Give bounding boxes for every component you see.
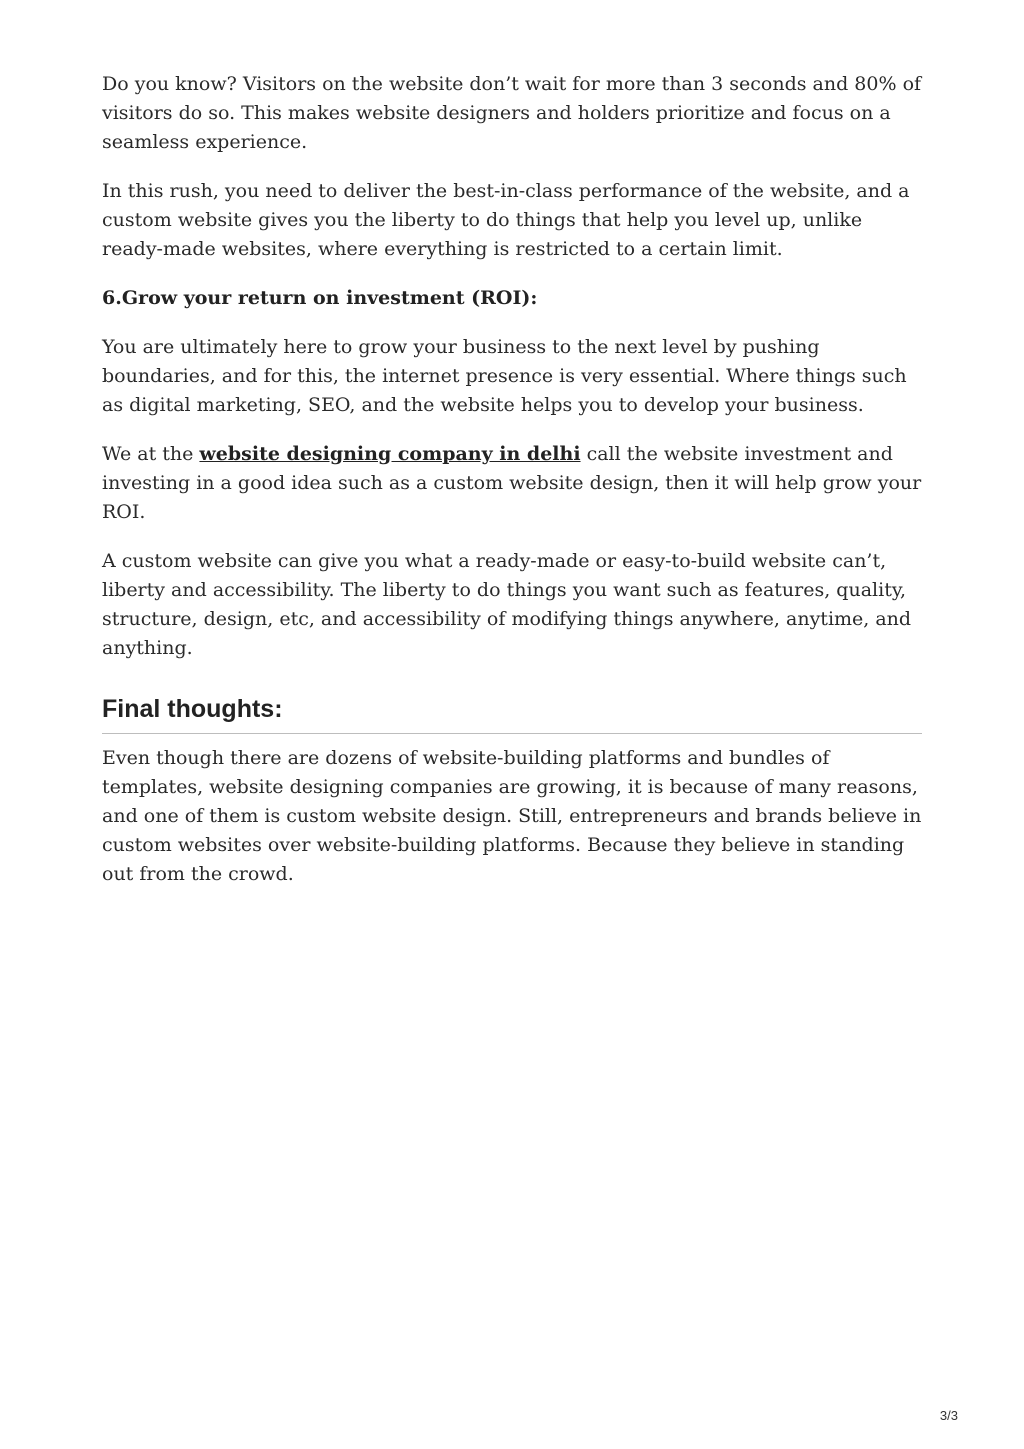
paragraph-investment-tail: call the website investment and investing in a good idea such as a custom website design, then it will help grow your ROI.: [102, 443, 922, 523]
paragraph-liberty-accessibility: A custom website can give you what a ready-made or easy-to-build website can’t, liberty and accessibility. The liberty to do things you want such as features, quality, structure, design, etc, and accessibility of modifying things anywhere, anytime, and anything.: [102, 550, 912, 659]
article-content: [102, 70, 922, 909]
final-thoughts-paragraph: Even though there are dozens of website-building platforms and bundles of templates, website designing companies are growing, it is because of many reasons, and one of them is custom website design. Still, entrepreneurs and brands believe in custom websites over website-building platforms. Because they believe in standing out from the crowd.: [102, 747, 922, 885]
page-number: 3/3: [939, 1408, 958, 1423]
website-designing-company-link[interactable]: website designing company in delhi: [199, 443, 581, 465]
paragraph-visitors-wait: Do you know? Visitors on the website don’t wait for more than 3 seconds and 80% of visitors do so. This makes website designers and holders prioritize and focus on a seamless experience.: [102, 73, 922, 153]
paragraph-performance: In this rush, you need to deliver the best-in-class performance of the website, and a custom website gives you the liberty to do things that help you level up, unlike ready-made websites, where everything is restricted to a certain limit.: [102, 180, 910, 260]
paragraph-investment-lead: We at the: [102, 443, 200, 465]
paragraph-investment: [102, 440, 922, 527]
section-heading-roi: 6.Grow your return on investment (ROI):: [102, 287, 538, 309]
paragraph-grow-business: You are ultimately here to grow your business to the next level by pushing boundaries, and for this, the internet presence is very essential. Where things such as digital marketing, SEO, and the website helps you to develop your business.: [102, 336, 907, 416]
final-thoughts-heading: Final thoughts:: [102, 693, 922, 734]
